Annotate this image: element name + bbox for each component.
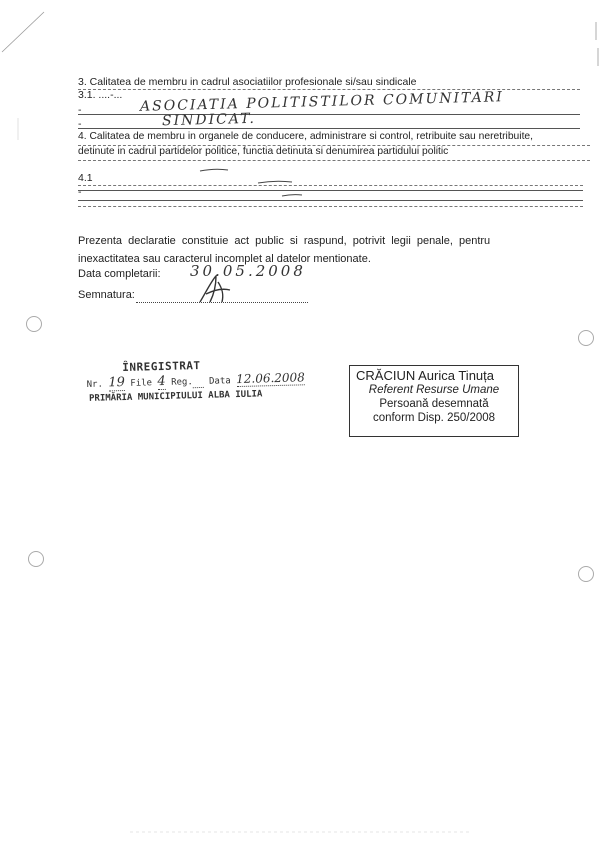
stamp-role: Referent Resurse Umane: [368, 384, 500, 396]
punch-hole-right-bottom: [578, 566, 594, 582]
section3-heading: 3. Calitatea de membru in cadrul asociatiilor profesionale si/sau sindicale: [78, 76, 417, 88]
stamp-line4: conform Disp. 250/2008: [372, 412, 496, 424]
registration-file-value: 4: [157, 373, 166, 390]
declaration-line2: inexactitatea sau caracterul incomplet al datelor mentionate.: [78, 253, 371, 265]
registration-nr-value: 19: [108, 374, 126, 391]
registration-data-label: Data: [208, 376, 231, 387]
section4-strike-marks: [0, 0, 612, 230]
section4-heading-line1: 4. Calitatea de membru in organele de conducere, administrare si control, retribuite sau neretribuite,: [78, 131, 534, 142]
stamp-name: CRĂCIUN Aurica Tinuța: [356, 368, 494, 383]
section3-line2-dash: -: [78, 118, 82, 130]
declaration-line1: Prezenta declaratie constituie act public si raspund, potrivit legii penale, pentru: [78, 235, 491, 247]
signature-label: Semnatura:: [78, 289, 135, 301]
registration-file-label: File: [130, 378, 153, 389]
punch-hole-right-top: [578, 330, 594, 346]
registration-nr-label: Nr.: [86, 379, 104, 390]
section3-item-label: 3.1. ....-...: [78, 89, 123, 101]
section3-handwritten-line2: SINDICAT.: [161, 110, 257, 130]
registration-institution: PRIMĂRIA MUNICIPIULUI ALBA IULIA: [88, 389, 263, 404]
section3-handwritten-line1: ASOCIATIA POLITISTILOR COMUNITARI: [139, 89, 505, 115]
registration-data-value: 12.06.2008: [235, 370, 306, 387]
section4-item-label: 4.1: [78, 172, 93, 184]
date-label: Data completarii:: [78, 268, 161, 280]
section3-line1-dash: -: [78, 104, 82, 116]
section4-line-dash: -: [78, 186, 82, 198]
registration-reg-label: Reg.: [171, 377, 193, 388]
name-stamp: [349, 365, 519, 437]
punch-hole-left-bottom: [28, 551, 44, 567]
signature-mark: [196, 272, 238, 308]
punch-hole-left-top: [26, 316, 42, 332]
stamp-line3: Persoană desemnată: [379, 398, 489, 410]
date-value: 30.05.2008: [190, 262, 306, 280]
section4-heading-line2: detinute in cadrul partidelor politice, functia detinuta si denumirea partidului politic: [78, 146, 449, 157]
registration-title: ÎNREGISTRAT: [122, 359, 201, 375]
